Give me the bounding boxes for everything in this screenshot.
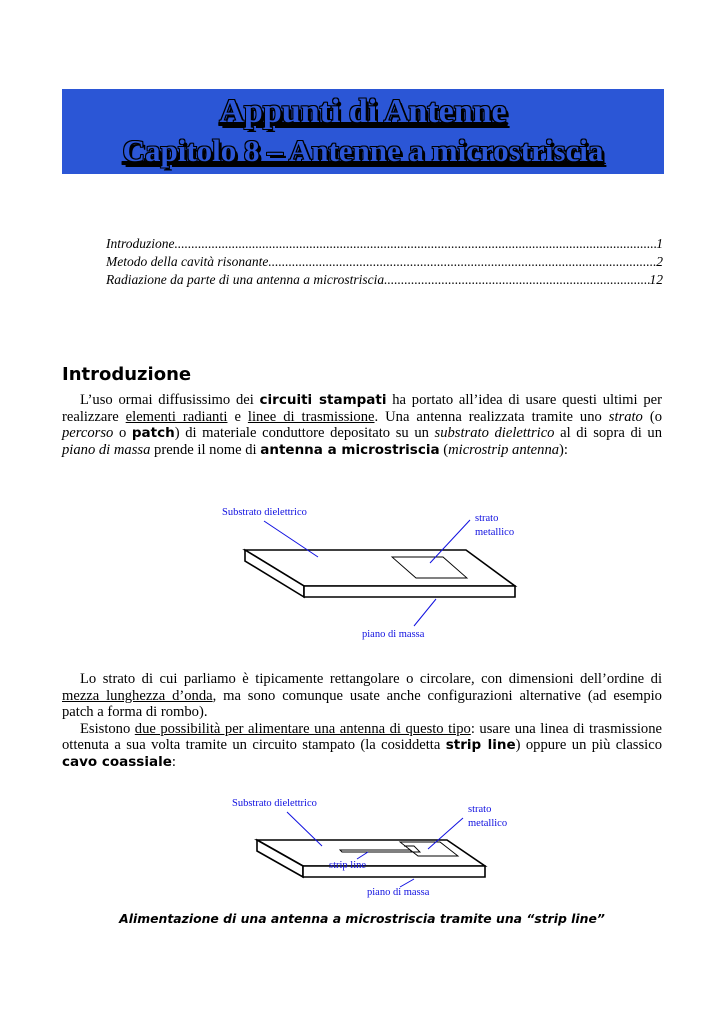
patch-label-line1: strato [475,513,499,524]
text-run: . Una antenna realizzata tramite uno [374,408,609,425]
chapter-title: Capitolo 8 – Antenne a microstriscia [122,133,604,168]
strip-line-label: strip line [329,860,367,871]
toc-entry-label: Radiazione da parte di una antenna a microstriscia [106,272,385,287]
substrate-label: Substrato dielettrico [222,507,307,518]
text-run: , ma sono comunque usate anche configurazioni alternative (ad esempio patch a forma di rombo). [62,687,662,721]
patch-label-line1: strato [468,804,492,815]
substrate-label: Substrato dielettrico [232,798,317,809]
text-run-italic: piano di massa [62,441,151,458]
patch-label-line2: metallico [475,527,515,538]
text-run: L’uso ormai diffusissimo dei [80,392,260,408]
toc-entry-page: 2 [656,254,663,269]
text-run: : usare una linea di trasmissione ottenuta a sua volta tramite un circuito stampato (la cosiddetta [62,720,662,754]
text-run-underlined: linee di trasmissione [247,408,375,425]
text-run: al di sopra di un [554,425,663,442]
text-run-underlined: due possibilità per alimentare una antenna di questo tipo [134,720,471,737]
text-run-underlined: elementi radianti [125,408,228,425]
toc-entry-label: Metodo della cavità risonante [106,254,269,269]
text-run-italic: percorso [62,425,114,442]
text-run-bold: cavo coassiale [62,753,172,770]
text-run-bold: circuiti stampati [259,392,387,408]
text-run-bold: patch [131,425,175,442]
text-run-italic: substrato dielettrico [434,425,555,442]
ground-plane-label: piano di massa [367,887,430,898]
text-run: (o [642,408,662,425]
text-run: ( [439,441,449,458]
text-run: o [113,425,132,442]
ground-plane-label: piano di massa [362,629,425,640]
document-title: Appunti di Antenne [219,93,507,130]
toc-entry-label: Introduzione [106,236,175,251]
text-run: Lo strato di cui parliamo è tipicamente rettangolare o circolare, con dimensioni dell’ordine di [80,671,662,687]
text-run: e [227,408,248,425]
toc-entry-page: 12 [649,272,663,287]
figure-caption: Alimentazione di una antenna a microstriscia tramite una “strip line” [119,911,605,926]
section-heading: Introduzione [62,364,192,385]
text-run-underlined: mezza lunghezza d’onda [62,687,213,704]
text-run-italic: microstrip antenna [448,441,560,458]
text-run-bold: strip line [445,737,516,754]
text-run: ) oppure un più classico [515,737,662,754]
text-run-italic: strato [608,408,643,425]
text-run: ): [559,441,568,458]
toc-entry-page: 1 [656,236,663,251]
text-run: ha portato all’idea di usare questi ultimi per realizzare [62,392,662,425]
text-run: Esistono [80,720,135,737]
text-run: ) di materiale conduttore depositato su un [174,425,435,442]
text-run-bold: antenna a microstriscia [260,441,440,458]
text-run: prende il nome di [150,441,261,458]
ground-pointer-line [400,879,414,887]
patch-label-line2: metallico [468,818,508,829]
text-run: : [171,753,176,770]
